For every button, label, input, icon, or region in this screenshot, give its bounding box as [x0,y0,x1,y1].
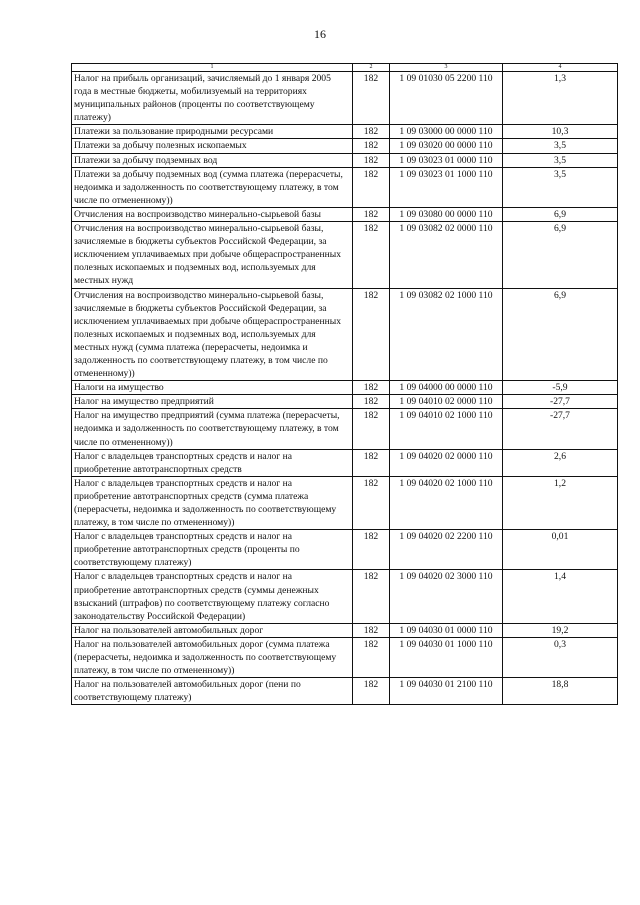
table-row [72,207,618,221]
budget-classification-code-cell: 1 09 04020 02 1000 110 [390,476,503,529]
table-row [72,476,618,529]
table-row [72,153,618,167]
budget-classification-code-cell: 1 09 04020 02 3000 110 [390,570,503,623]
income-name-cell: Отчисления на воспроизводство минерально-сырьевой базы [72,207,353,221]
amount-cell: 0,3 [503,637,618,677]
table-row [72,222,618,288]
amount-cell: 1,3 [503,72,618,125]
column-header-3: 3 [390,64,503,72]
income-name-cell: Налог на имущество предприятий [72,395,353,409]
page-number: 16 [314,27,326,41]
amount-cell: 0,01 [503,530,618,570]
administrator-code-cell: 182 [353,409,390,449]
administrator-code-cell: 182 [353,139,390,153]
amount-cell: -27,7 [503,409,618,449]
administrator-code-cell: 182 [353,395,390,409]
administrator-code-cell: 182 [353,678,390,705]
budget-classification-code-cell: 1 09 04010 02 1000 110 [390,409,503,449]
budget-classification-code-cell: 1 09 03082 02 0000 110 [390,222,503,288]
revenue-table [71,63,618,705]
budget-classification-code-cell: 1 09 04030 01 1000 110 [390,637,503,677]
budget-classification-code-cell: 1 09 04010 02 0000 110 [390,395,503,409]
table-header-row [72,64,618,72]
income-name-cell: Платежи за пользование природными ресурсами [72,125,353,139]
budget-classification-code-cell: 1 09 04030 01 2100 110 [390,678,503,705]
administrator-code-cell: 182 [353,623,390,637]
table-row [72,288,618,381]
income-name-cell: Отчисления на воспроизводство минерально-сырьевой базы, зачисляемые в бюджеты субъектов Российской Федерации, за исключением уплачиваемых при добыче общераспространенных полезных ископаемых и подземных вод, используемых для местных нужд [72,222,353,288]
amount-cell: 18,8 [503,678,618,705]
budget-classification-code-cell: 1 09 04020 02 2200 110 [390,530,503,570]
administrator-code-cell: 182 [353,570,390,623]
income-name-cell: Налог с владельцев транспортных средств и налог на приобретение автотранспортных средств (проценты по соответствующему платежу) [72,530,353,570]
table-row [72,570,618,623]
administrator-code-cell: 182 [353,222,390,288]
administrator-code-cell: 182 [353,72,390,125]
amount-cell: 1,4 [503,570,618,623]
amount-cell: 6,9 [503,222,618,288]
budget-classification-code-cell: 1 09 03000 00 0000 110 [390,125,503,139]
amount-cell: 3,5 [503,139,618,153]
income-name-cell: Налог на имущество предприятий (сумма платежа (перерасчеты, недоимка и задолженность по соответствующему платежу, в том числе по отмененному)) [72,409,353,449]
amount-cell: 10,3 [503,125,618,139]
table-row [72,139,618,153]
table-row [72,409,618,449]
administrator-code-cell: 182 [353,167,390,207]
administrator-code-cell: 182 [353,153,390,167]
budget-classification-code-cell: 1 09 03080 00 0000 110 [390,207,503,221]
table-row [72,72,618,125]
table-row [72,381,618,395]
administrator-code-cell: 182 [353,381,390,395]
amount-cell: 19,2 [503,623,618,637]
income-name-cell: Платежи за добычу полезных ископаемых [72,139,353,153]
amount-cell: 3,5 [503,153,618,167]
income-name-cell: Налог на пользователей автомобильных дорог (сумма платежа (перерасчеты, недоимка и задолженность по соответствующему платежу, в том числе по отмененному)) [72,637,353,677]
income-name-cell: Налоги на имущество [72,381,353,395]
amount-cell: 2,6 [503,449,618,476]
table-row [72,678,618,705]
budget-classification-code-cell: 1 09 03082 02 1000 110 [390,288,503,381]
amount-cell: -5,9 [503,381,618,395]
income-name-cell: Налог с владельцев транспортных средств и налог на приобретение автотранспортных средств (сумма платежа (перерасчеты, недоимка и задолженность по соответствующему платежу, в том числе по отмененному)) [72,476,353,529]
table-row [72,623,618,637]
budget-classification-code-cell: 1 09 04000 00 0000 110 [390,381,503,395]
income-name-cell: Налог на прибыль организаций, зачисляемый до 1 января 2005 года в местные бюджеты, мобилизуемый на территориях муниципальных районов (проценты по соответствующему платежу) [72,72,353,125]
income-name-cell: Отчисления на воспроизводство минерально-сырьевой базы, зачисляемые в бюджеты субъектов Российской Федерации, за исключением уплачиваемых при добыче общераспространенных полезных ископаемых и подземных вод, используемых для местных нужд (сумма платежа (перерасчеты, недоимка и задолженность по соответствующему платежу, в том числе по отмененному)) [72,288,353,381]
table-row [72,167,618,207]
administrator-code-cell: 182 [353,207,390,221]
administrator-code-cell: 182 [353,288,390,381]
administrator-code-cell: 182 [353,637,390,677]
budget-classification-code-cell: 1 09 03023 01 0000 110 [390,153,503,167]
administrator-code-cell: 182 [353,125,390,139]
amount-cell: 1,2 [503,476,618,529]
income-name-cell: Налог с владельцев транспортных средств и налог на приобретение автотранспортных средств (суммы денежных взысканий (штрафов) по соответствующему платежу согласно законодательству Российской Федерации) [72,570,353,623]
budget-classification-code-cell: 1 09 04020 02 0000 110 [390,449,503,476]
amount-cell: -27,7 [503,395,618,409]
budget-classification-code-cell: 1 09 03020 00 0000 110 [390,139,503,153]
table-row [72,449,618,476]
table-row [72,530,618,570]
column-header-1: 1 [72,64,353,72]
income-name-cell: Налог на пользователей автомобильных дорог (пени по соответствующему платежу) [72,678,353,705]
column-header-2: 2 [353,64,390,72]
budget-classification-code-cell: 1 09 04030 01 0000 110 [390,623,503,637]
income-name-cell: Платежи за добычу подземных вод [72,153,353,167]
income-name-cell: Платежи за добычу подземных вод (сумма платежа (перерасчеты, недоимка и задолженность по соответствующему платежу, в том числе по отмененному)) [72,167,353,207]
budget-classification-code-cell: 1 09 01030 05 2200 110 [390,72,503,125]
table-row [72,637,618,677]
administrator-code-cell: 182 [353,530,390,570]
column-header-4: 4 [503,64,618,72]
table-row [72,125,618,139]
amount-cell: 6,9 [503,288,618,381]
income-name-cell: Налог с владельцев транспортных средств и налог на приобретение автотранспортных средств [72,449,353,476]
amount-cell: 6,9 [503,207,618,221]
administrator-code-cell: 182 [353,449,390,476]
table-body [72,72,618,705]
table-row [72,395,618,409]
income-name-cell: Налог на пользователей автомобильных дорог [72,623,353,637]
administrator-code-cell: 182 [353,476,390,529]
amount-cell: 3,5 [503,167,618,207]
budget-classification-code-cell: 1 09 03023 01 1000 110 [390,167,503,207]
